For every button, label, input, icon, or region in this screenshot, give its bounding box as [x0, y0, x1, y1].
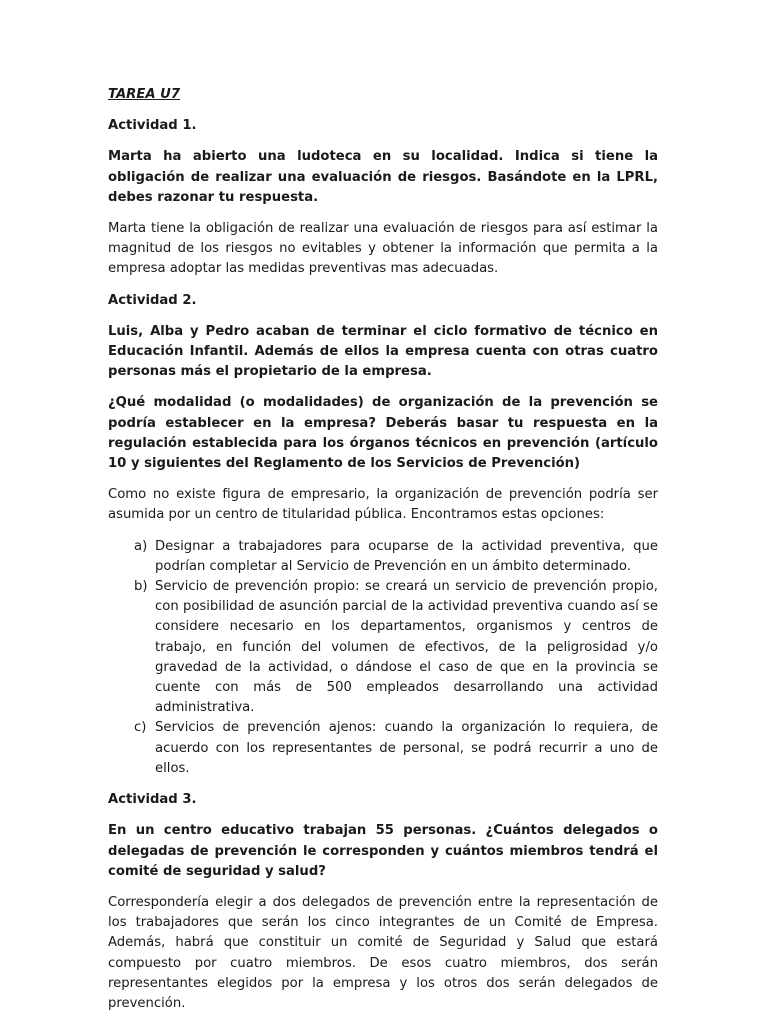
activity3-question: En un centro educativo trabajan 55 personas. ¿Cuántos delegados o delegadas de prevención le corresponden y cuántos miembros tendrá el comité de seguridad y salud?	[108, 823, 658, 879]
document-title: TAREA U7	[108, 87, 181, 102]
activity3-answer: Correspondería elegir a dos delegados de prevención entre la representación de los trabajadores que serán los cinco integrantes de un Comité de Empresa. Además, habrá que constituir un comité de Seguridad y Salud que estará compuesto por cuatro miembros. De esos cuatro miembros, dos serán representantes elegidos por la empresa y los otros dos serán delegados de prevención.	[108, 894, 658, 1011]
activity1-heading: Actividad 1.	[108, 118, 197, 134]
activity1-answer: Marta tiene la obligación de realizar una evaluación de riesgos para así estimar la magnitud de los riesgos no evitables y obtener la información que permita a la empresa adoptar las medidas preventivas mas adecuadas.	[108, 221, 658, 277]
list-item-text: Designar a trabajadores para ocuparse de la actividad preventiva, que podrían completar al Servicio de Prevención en un ámbito determinado.	[155, 538, 658, 574]
list-item	[108, 718, 658, 779]
activity2-heading: Actividad 2.	[108, 292, 197, 308]
list-item-marker: c)	[134, 720, 147, 736]
activity2-context: Luis, Alba y Pedro acaban de terminar el ciclo formativo de técnico en Educación Infantil. Además de ellos la empresa cuenta con otras cuatro personas más el propietario de la empresa.	[108, 323, 658, 380]
document-page	[108, 85, 658, 1025]
list-item-marker: b)	[134, 579, 148, 595]
list-item-marker: a)	[134, 538, 148, 554]
activity3-heading: Actividad 3.	[108, 792, 197, 808]
list-item-text: Servicio de prevención propio: se creará un servicio de prevención propio, con posibilidad de asunción parcial de la actividad preventiva cuando así se considere necesario en los departamentos, organismos y centros de trabajo, en función del volumen de efectivos, de la peligrosidad y/o gravedad de la actividad, o dándose el caso de que en la provincia se cuente con más de 500 empleados desarrollando una actividad administrativa.	[155, 579, 658, 716]
activity2-answer-intro: Como no existe figura de empresario, la organización de prevención podría ser asumida por un centro de titularidad pública. Encontramos estas opciones:	[108, 487, 658, 523]
activity1-question: Marta ha abierto una ludoteca en su localidad. Indica si tiene la obligación de realizar una evaluación de riesgos. Basándote en la LPRL, debes razonar tu respuesta.	[108, 149, 658, 205]
activity2-question: ¿Qué modalidad (o modalidades) de organización de la prevención se podría establecer en la empresa? Deberás basar tu respuesta en la regulación establecida para los órganos técnicos en prevención (artículo 10 y siguientes del Reglamento de los Servicios de Prevención)	[108, 395, 658, 472]
list-item-text: Servicios de prevención ajenos: cuando la organización lo requiera, de acuerdo con los representantes de personal, se podrá recurrir a uno de ellos.	[155, 720, 658, 776]
activity2-options-list	[108, 537, 658, 779]
list-item	[108, 537, 658, 577]
list-item	[108, 577, 658, 718]
